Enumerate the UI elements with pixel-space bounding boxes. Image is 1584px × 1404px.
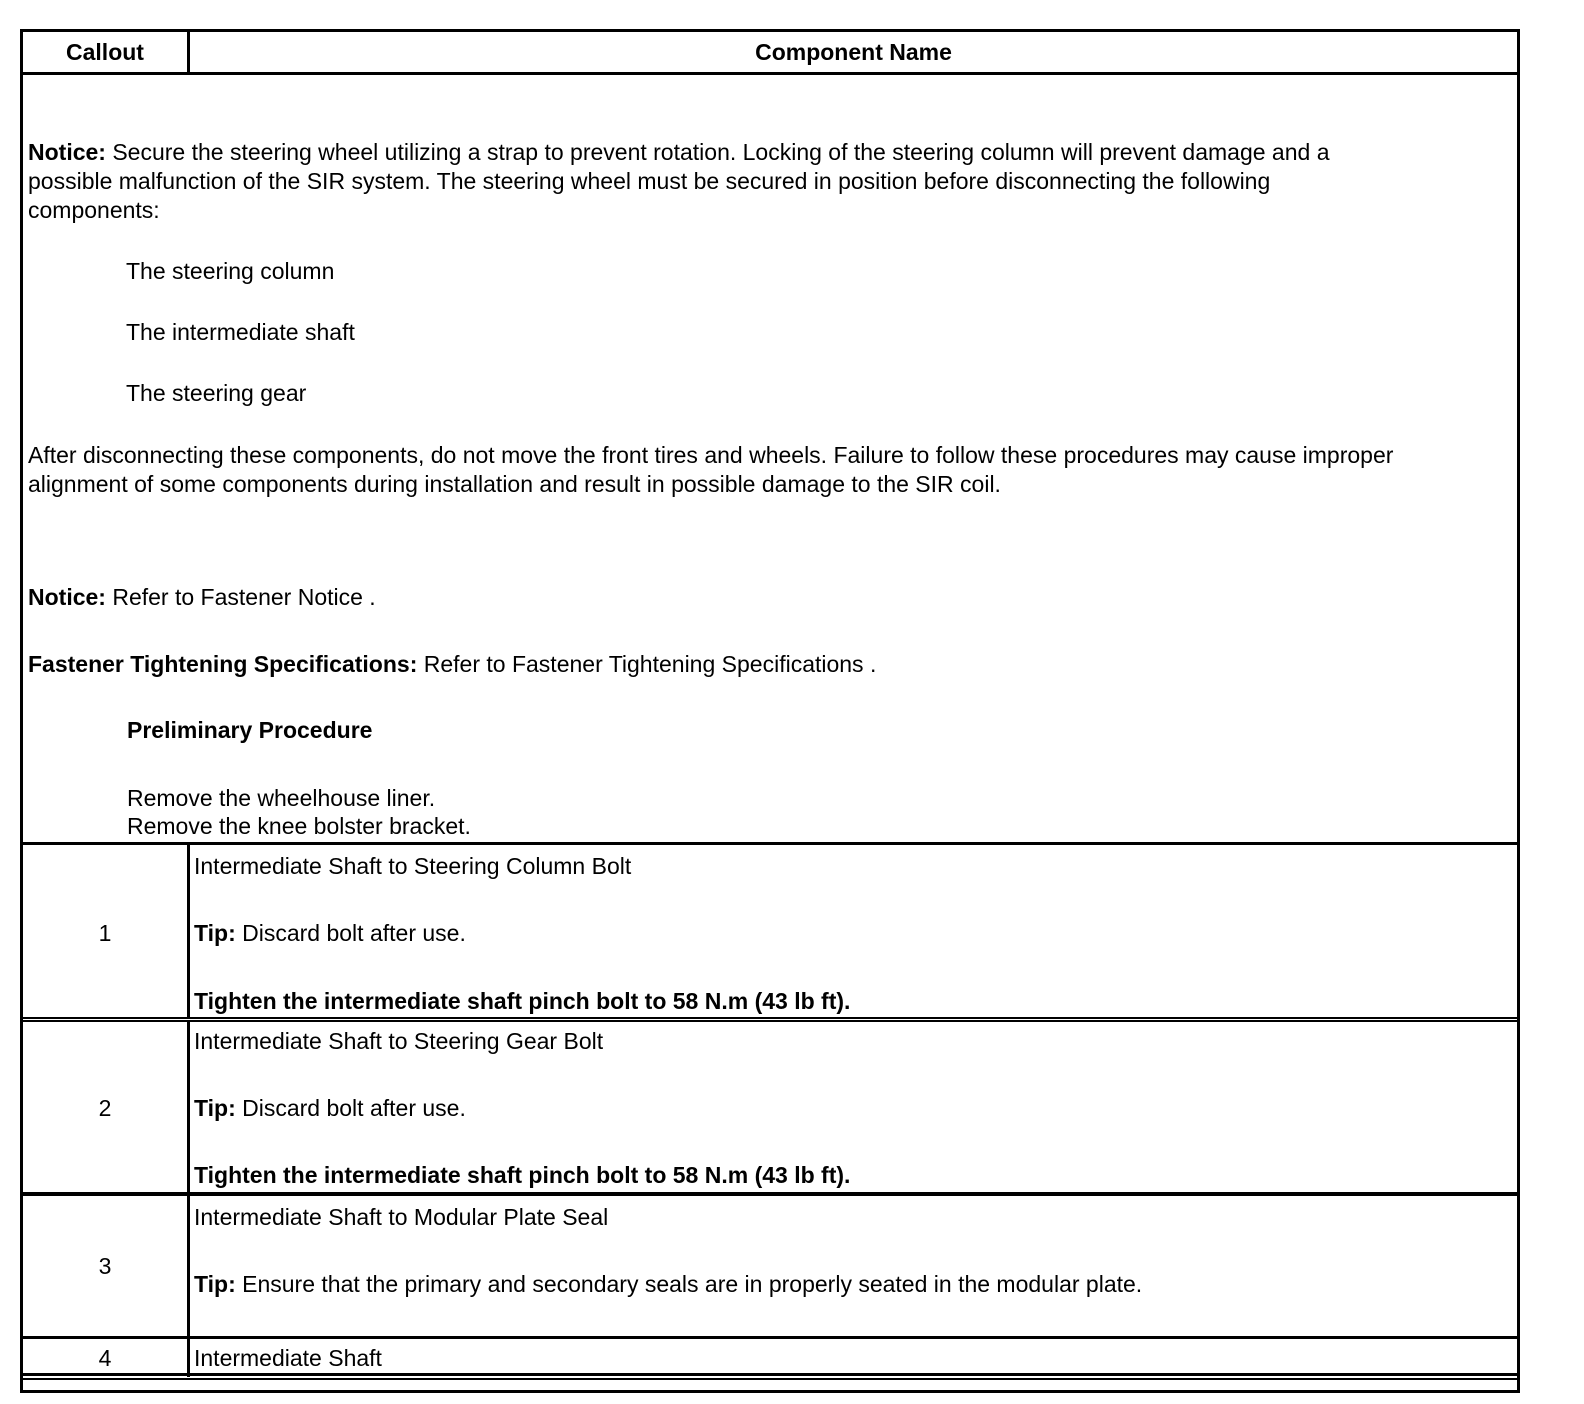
component-name: Intermediate Shaft to Modular Plate Seal bbox=[194, 1204, 609, 1230]
callout-number: 4 bbox=[98, 1345, 112, 1371]
fastener-notice bbox=[28, 583, 376, 611]
table-row bbox=[23, 1022, 1517, 1192]
tip-label: Tip: bbox=[194, 920, 236, 946]
torque-spec: Tighten the intermediate shaft pinch bolt to 58 N.m (43 lb ft). bbox=[194, 1162, 851, 1188]
after-line-1: After disconnecting these components, do not move the front tires and wheels. Failure to follow these procedures may cause improper bbox=[28, 442, 1394, 468]
table-row bbox=[23, 845, 1517, 1017]
component-item: The steering column bbox=[126, 258, 335, 284]
table-row bbox=[23, 1339, 1517, 1377]
fastener-spec-text: Refer to Fastener Tightening Specifications . bbox=[423, 651, 877, 677]
column-divider bbox=[187, 1022, 190, 1192]
component-item: The intermediate shaft bbox=[126, 319, 355, 345]
row-divider bbox=[23, 1373, 1517, 1376]
tip bbox=[194, 1094, 466, 1122]
notice-line-2: possible malfunction of the SIR system. The steering wheel must be secured in position before disconnecting the following bbox=[28, 168, 1271, 194]
notice-label: Notice: bbox=[28, 139, 106, 165]
procedure-step: Remove the wheelhouse liner. bbox=[127, 785, 436, 811]
row-divider bbox=[23, 1017, 1517, 1019]
callout-number: 1 bbox=[98, 920, 112, 946]
component-item: The steering gear bbox=[126, 380, 307, 406]
callout-number: 3 bbox=[98, 1253, 112, 1279]
tip-text: Discard bolt after use. bbox=[242, 920, 466, 946]
column-divider bbox=[187, 1196, 190, 1336]
row-divider bbox=[23, 1378, 1517, 1380]
notice-line-3: components: bbox=[28, 197, 160, 223]
table-row bbox=[23, 1196, 1517, 1336]
after-line-2: alignment of some components during installation and result in possible damage to the SIR coil. bbox=[28, 471, 1001, 497]
tip bbox=[194, 919, 466, 947]
notice-text: Refer to Fastener Notice . bbox=[112, 584, 376, 610]
tip bbox=[194, 1270, 1142, 1298]
header-callout: Callout bbox=[66, 39, 144, 65]
torque-spec: Tighten the intermediate shaft pinch bolt to 58 N.m (43 lb ft). bbox=[194, 988, 851, 1014]
component-name: Intermediate Shaft bbox=[194, 1345, 382, 1371]
component-name: Intermediate Shaft to Steering Column Bolt bbox=[194, 853, 632, 879]
procedure-title: Preliminary Procedure bbox=[127, 717, 373, 743]
component-name: Intermediate Shaft to Steering Gear Bolt bbox=[194, 1028, 604, 1054]
tip-text: Discard bolt after use. bbox=[242, 1095, 466, 1121]
column-divider bbox=[187, 1339, 190, 1377]
header-component-name: Component Name bbox=[755, 39, 952, 65]
notice-label: Notice: bbox=[28, 584, 106, 610]
tip-text: Ensure that the primary and secondary seals are in properly seated in the modular plate. bbox=[242, 1271, 1143, 1297]
procedure-table bbox=[20, 29, 1520, 1393]
procedure-step: Remove the knee bolster bracket. bbox=[127, 813, 471, 839]
tip-label: Tip: bbox=[194, 1271, 236, 1297]
fastener-spec bbox=[28, 650, 876, 678]
fastener-spec-label: Fastener Tightening Specifications: bbox=[28, 651, 418, 677]
column-divider bbox=[187, 845, 190, 1017]
callout-number: 2 bbox=[98, 1095, 112, 1121]
preliminary-section bbox=[23, 75, 1517, 845]
notice-text: Secure the steering wheel utilizing a strap to prevent rotation. Locking of the steering column will prevent damage and a bbox=[112, 139, 1330, 165]
table-header bbox=[23, 32, 1517, 73]
notice-line-1 bbox=[28, 138, 1330, 166]
tip-label: Tip: bbox=[194, 1095, 236, 1121]
